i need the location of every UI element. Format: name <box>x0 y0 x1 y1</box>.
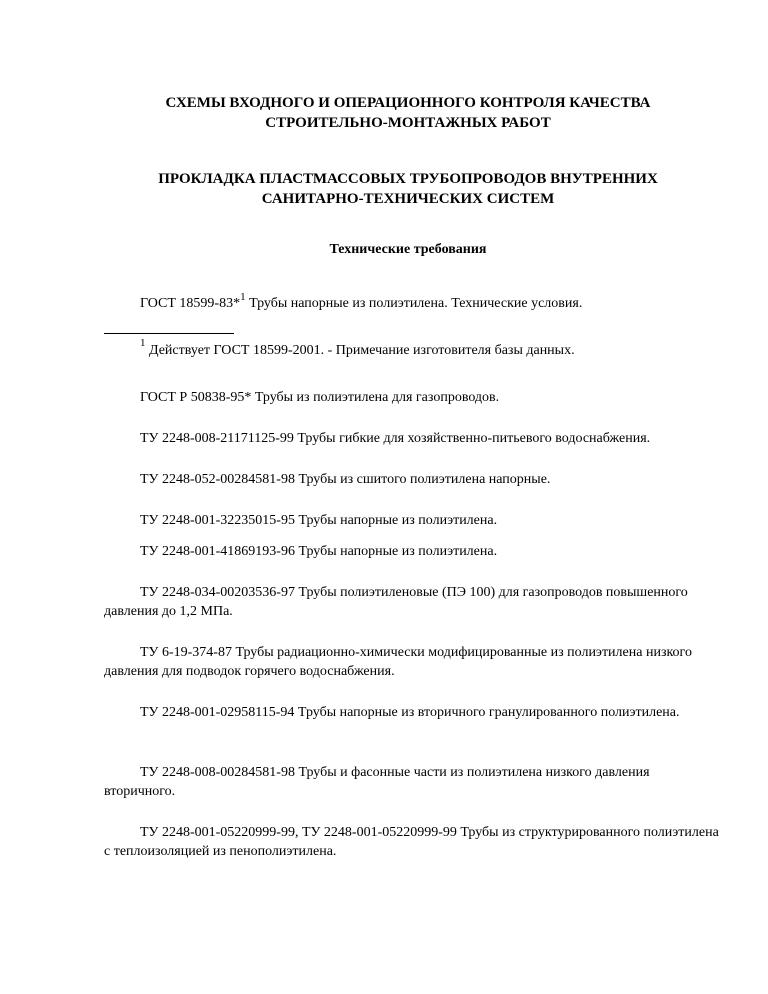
footnote-mark: 1 <box>140 337 146 349</box>
document-subtitle <box>104 169 712 209</box>
requirement-item-gost-18599 <box>104 291 724 313</box>
document-subtitle-line-2: САНИТАРНО-ТЕХНИЧЕСКИХ СИСТЕМ <box>261 191 555 207</box>
requirement-item: ТУ 2248-008-00284581-98 Трубы и фасонные части из полиэтилена низкого давления вторичного. <box>104 765 650 799</box>
requirement-item: ТУ 6-19-374-87 Трубы радиационно-химически модифицированные из полиэтилена низкого давления для подводок горячего водоснабжения. <box>104 645 692 679</box>
document-title <box>104 93 712 133</box>
footnote-separator <box>104 333 234 334</box>
document-title-line-1: СХЕМЫ ВХОДНОГО И ОПЕРАЦИОННОГО КОНТРОЛЯ КАЧЕСТВА <box>165 95 651 111</box>
footnote-text: Действует ГОСТ 18599-2001. - Примечание изготовителя базы данных. <box>149 343 575 358</box>
requirement-item: ТУ 2248-001-02958115-94 Трубы напорные из вторичного гранулированного полиэтилена. <box>140 705 680 720</box>
requirement-item: ТУ 2248-034-00203536-97 Трубы полиэтиленовые (ПЭ 100) для газопроводов повышенного давления до 1,2 МПа. <box>104 585 688 619</box>
footnote-reference: 1 <box>240 291 246 303</box>
requirement-code: ГОСТ 18599-83* <box>140 296 241 311</box>
document-subtitle-line-1: ПРОКЛАДКА ПЛАСТМАССОВЫХ ТРУБОПРОВОДОВ ВНУТРЕННИХ <box>158 171 658 187</box>
requirement-item: ТУ 2248-001-05220999-99, ТУ 2248-001-05220999-99 Трубы из структурированного полиэтилена с теплоизоляцией из пенополиэтилена. <box>104 825 719 859</box>
document-title-line-2: СТРОИТЕЛЬНО-МОНТАЖНЫХ РАБОТ <box>265 115 551 131</box>
requirement-item: ТУ 2248-052-00284581-98 Трубы из сшитого полиэтилена напорные. <box>140 472 551 487</box>
requirement-text: Трубы напорные из полиэтилена. Технические условия. <box>245 296 583 311</box>
footnote <box>140 337 575 360</box>
requirement-item: ТУ 2248-001-41869193-96 Трубы напорные из полиэтилена. <box>140 544 498 559</box>
requirement-item: ТУ 2248-001-32235015-95 Трубы напорные из полиэтилена. <box>140 513 498 528</box>
requirement-item: ГОСТ Р 50838-95* Трубы из полиэтилена для газопроводов. <box>140 390 500 405</box>
requirement-item: ТУ 2248-008-21171125-99 Трубы гибкие для хозяйственно-питьевого водоснабжения. <box>140 431 651 446</box>
section-heading: Технические требования <box>329 242 487 257</box>
